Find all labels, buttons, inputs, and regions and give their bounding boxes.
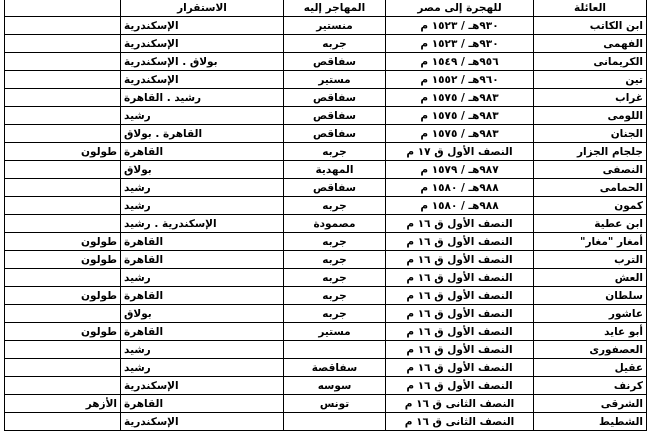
migration-date-cell: ٩٥٦هـ / ١٥٤٩ م [386, 53, 534, 71]
destination-cell [284, 413, 386, 431]
extra-cell [5, 341, 121, 359]
extra-cell [5, 413, 121, 431]
destination-cell: تونس [284, 395, 386, 413]
settlement-cell: رشيد [121, 197, 284, 215]
migration-date-cell: ٩٨٣هـ / ١٥٧٥ م [386, 125, 534, 143]
settlement-cell: القاهرة [121, 395, 284, 413]
settlement-cell: رشيد [121, 269, 284, 287]
settlement-cell: رشيد . القاهرة [121, 89, 284, 107]
destination-cell: جربه [284, 143, 386, 161]
migration-date-cell: النصف الأول ق ١٦ م [386, 287, 534, 305]
table-row [5, 359, 647, 377]
migration-date-cell: ٩٣٠هـ / ١٥٢٣ م [386, 35, 534, 53]
family-cell: الكريمانى [534, 53, 647, 71]
settlement-cell: رشيد [121, 341, 284, 359]
table-row [5, 179, 647, 197]
family-cell: غراب [534, 89, 647, 107]
migration-date-cell: النصف الثانى ق ١٦ م [386, 395, 534, 413]
table-row [5, 341, 647, 359]
family-cell: النصفى [534, 161, 647, 179]
family-cell: الشرقى [534, 395, 647, 413]
family-cell: ابن عطية [534, 215, 647, 233]
migration-date-cell: ٩٨٣هـ / ١٥٧٥ م [386, 89, 534, 107]
table-row [5, 305, 647, 323]
family-cell: كرنف [534, 377, 647, 395]
family-cell: جلجام الجزار [534, 143, 647, 161]
settlement-cell: رشيد [121, 359, 284, 377]
migration-date-cell: النصف الأول ق ١٦ م [386, 269, 534, 287]
extra-cell: طولون [5, 287, 121, 305]
header-migration-date: للهجرة إلى مصر [386, 0, 534, 17]
migration-date-cell: ٩٣٠هـ / ١٥٢٣ م [386, 17, 534, 35]
settlement-cell: الإسكندرية [121, 71, 284, 89]
destination-cell: جربه [284, 251, 386, 269]
extra-cell [5, 17, 121, 35]
table-row [5, 161, 647, 179]
header-extra [5, 0, 121, 17]
table-row [5, 17, 647, 35]
family-cell: الحمامى [534, 179, 647, 197]
extra-cell [5, 197, 121, 215]
extra-cell [5, 125, 121, 143]
settlement-cell: الإسكندرية . رشيد [121, 215, 284, 233]
settlement-cell: القاهرة [121, 251, 284, 269]
family-cell: أبو عايد [534, 323, 647, 341]
extra-cell [5, 377, 121, 395]
destination-cell: سوسه [284, 377, 386, 395]
header-settlement: الاستقرار [121, 0, 284, 17]
migration-date-cell: النصف الأول ق ١٦ م [386, 377, 534, 395]
family-cell: كمون [534, 197, 647, 215]
family-cell: أمغار "مغار" [534, 233, 647, 251]
migration-date-cell: ٩٨٨هـ / ١٥٨٠ م [386, 197, 534, 215]
table-row [5, 125, 647, 143]
destination-cell: جربه [284, 305, 386, 323]
settlement-cell: القاهرة . بولاق [121, 125, 284, 143]
table-header-row [5, 0, 647, 17]
settlement-cell: بولاق . الإسكندرية [121, 53, 284, 71]
settlement-cell: القاهرة [121, 143, 284, 161]
table-row [5, 197, 647, 215]
migration-date-cell: ٩٨٧هـ / ١٥٧٩ م [386, 161, 534, 179]
destination-cell: جربه [284, 197, 386, 215]
destination-cell: مستير [284, 71, 386, 89]
family-cell: اللومى [534, 107, 647, 125]
extra-cell [5, 71, 121, 89]
extra-cell: طولون [5, 233, 121, 251]
migration-date-cell: النصف الأول ق ١٦ م [386, 359, 534, 377]
table-row [5, 395, 647, 413]
table-row [5, 107, 647, 125]
destination-cell: المهدية [284, 161, 386, 179]
table-row [5, 35, 647, 53]
extra-cell: طولون [5, 251, 121, 269]
family-cell: الجنان [534, 125, 647, 143]
migration-date-cell: النصف الأول ق ١٦ م [386, 233, 534, 251]
family-migration-table [4, 0, 647, 431]
family-cell: الترب [534, 251, 647, 269]
destination-cell: سفاقص [284, 125, 386, 143]
destination-cell: مصمودة [284, 215, 386, 233]
migration-date-cell: النصف الأول ق ١٧ م [386, 143, 534, 161]
extra-cell [5, 35, 121, 53]
destination-cell: سفاقصة [284, 359, 386, 377]
table-row [5, 377, 647, 395]
table-row [5, 71, 647, 89]
settlement-cell: الإسكندرية [121, 17, 284, 35]
destination-cell: مستير [284, 323, 386, 341]
table-row [5, 215, 647, 233]
extra-cell [5, 215, 121, 233]
migration-date-cell: النصف الثانى ق ١٦ م [386, 413, 534, 431]
family-cell: الشطيط [534, 413, 647, 431]
extra-cell: طولون [5, 143, 121, 161]
migration-date-cell: ٩٨٨هـ / ١٥٨٠ م [386, 179, 534, 197]
destination-cell: جربه [284, 269, 386, 287]
destination-cell: سفاقص [284, 179, 386, 197]
extra-cell [5, 53, 121, 71]
extra-cell [5, 359, 121, 377]
extra-cell [5, 107, 121, 125]
settlement-cell: الإسكندرية [121, 413, 284, 431]
table-row [5, 413, 647, 431]
extra-cell: الأزهر [5, 395, 121, 413]
table-row [5, 233, 647, 251]
table-row [5, 323, 647, 341]
settlement-cell: رشيد [121, 107, 284, 125]
destination-cell: جربه [284, 35, 386, 53]
table-row [5, 287, 647, 305]
family-cell: الفهمى [534, 35, 647, 53]
table-row [5, 269, 647, 287]
extra-cell [5, 269, 121, 287]
destination-cell: جربه [284, 233, 386, 251]
migration-date-cell: النصف الأول ق ١٦ م [386, 251, 534, 269]
settlement-cell: الإسكندرية [121, 377, 284, 395]
family-cell: العش [534, 269, 647, 287]
settlement-cell: بولاق [121, 161, 284, 179]
family-cell: تين [534, 71, 647, 89]
table-row [5, 53, 647, 71]
migration-date-cell: النصف الأول ق ١٦ م [386, 305, 534, 323]
migration-date-cell: النصف الأول ق ١٦ م [386, 215, 534, 233]
migration-date-cell: النصف الأول ق ١٦ م [386, 341, 534, 359]
header-destination: المهاجر إليه [284, 0, 386, 17]
migration-date-cell: النصف الأول ق ١٦ م [386, 323, 534, 341]
family-cell: سلطان [534, 287, 647, 305]
extra-cell [5, 305, 121, 323]
destination-cell: سفاقص [284, 53, 386, 71]
destination-cell: جربه [284, 287, 386, 305]
table-body [5, 17, 647, 431]
migration-date-cell: ٩٦٠هـ / ١٥٥٢ م [386, 71, 534, 89]
extra-cell [5, 89, 121, 107]
table-row [5, 251, 647, 269]
destination-cell: منستير [284, 17, 386, 35]
settlement-cell: القاهرة [121, 287, 284, 305]
extra-cell: طولون [5, 323, 121, 341]
extra-cell [5, 161, 121, 179]
family-cell: عاشور [534, 305, 647, 323]
destination-cell: سفاقص [284, 89, 386, 107]
settlement-cell: رشيد [121, 179, 284, 197]
header-family: العائلة [534, 0, 647, 17]
settlement-cell: بولاق [121, 305, 284, 323]
migration-date-cell: ٩٨٣هـ / ١٥٧٥ م [386, 107, 534, 125]
family-cell: عقيل [534, 359, 647, 377]
settlement-cell: الإسكندرية [121, 35, 284, 53]
destination-cell: سفاقص [284, 107, 386, 125]
family-cell: ابن الكاتب [534, 17, 647, 35]
table-row [5, 143, 647, 161]
family-cell: العصفورى [534, 341, 647, 359]
settlement-cell: القاهرة [121, 323, 284, 341]
table-row [5, 89, 647, 107]
destination-cell [284, 341, 386, 359]
settlement-cell: القاهرة [121, 233, 284, 251]
extra-cell [5, 179, 121, 197]
